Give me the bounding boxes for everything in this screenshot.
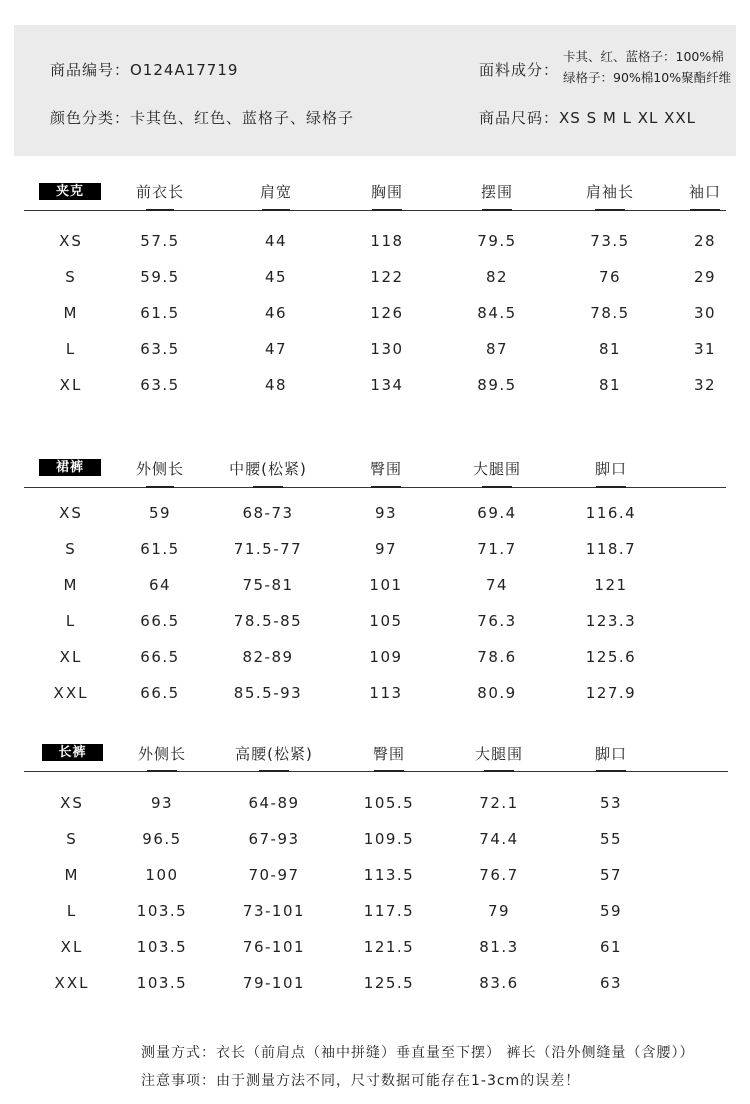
skirt-table-cell: 105: [369, 612, 403, 630]
measurement-method-note: 测量方式：衣长（前肩点（袖中拼缝）垂直量至下摆） 裤长（沿外侧缝量（含腰））: [141, 1045, 695, 1061]
jacket-table-cell: 82: [485, 268, 509, 286]
jacket-table-cell: 44: [264, 232, 288, 250]
jacket-table-cell: 126: [370, 304, 404, 322]
skirt-row-size: L: [65, 612, 77, 630]
jacket-table-cell: 28: [693, 232, 717, 250]
pants-table-cell: 103.5: [136, 938, 188, 956]
jacket-table-cell: 32: [693, 376, 717, 394]
skirt-table-cell: 101: [369, 576, 403, 594]
skirt-table-cell: 118.7: [585, 540, 637, 558]
skirt-table-cell: 109: [369, 648, 403, 666]
pants-table-cell: 59: [599, 902, 623, 920]
color-options: 颜色分类：卡其色、红色、蓝格子、绿格子: [50, 109, 355, 127]
jacket-header-tick: [482, 209, 512, 211]
jacket-table-cell: 73.5: [590, 232, 630, 250]
jacket-table-cell: 89.5: [477, 376, 517, 394]
jacket-table-cell: 76: [598, 268, 622, 286]
pants-row-size: L: [66, 902, 78, 920]
pants-header-tick: [596, 770, 626, 772]
skirt-row-size: XS: [59, 504, 83, 522]
product-info-panel: [14, 25, 736, 156]
pants-column-header: 高腰(松紧): [235, 745, 313, 763]
jacket-column-header: 袖口: [688, 183, 722, 201]
pants-header-tick: [484, 770, 514, 772]
caution-note: 注意事项：由于测量方法不同，尺寸数据可能存在1-3cm的误差！: [141, 1073, 581, 1089]
pants-table-cell: 125.5: [363, 974, 415, 992]
skirt-table-cell: 59: [148, 504, 172, 522]
pants-table-cell: 81.3: [479, 938, 519, 956]
jacket-table-cell: 48: [264, 376, 288, 394]
jacket-table-cell: 47: [264, 340, 288, 358]
skirt-table-cell: 78.5-85: [233, 612, 303, 630]
jacket-table-cell: 30: [693, 304, 717, 322]
skirt-table-cell: 71.5-77: [233, 540, 303, 558]
jacket-row-size: XS: [59, 232, 83, 250]
pants-column-header: 大腿围: [474, 745, 524, 763]
jacket-table-cell: 45: [264, 268, 288, 286]
skirt-table-cell: 123.3: [585, 612, 637, 630]
skirt-table-cell: 64: [148, 576, 172, 594]
skirt-header-tick: [253, 486, 283, 488]
jacket-table-cell: 59.5: [140, 268, 180, 286]
jacket-column-header: 肩袖长: [585, 183, 635, 201]
jacket-section-title: 夹克: [39, 183, 101, 200]
skirt-table-cell: 75-81: [242, 576, 294, 594]
pants-table-cell: 109.5: [363, 830, 415, 848]
pants-table-cell: 72.1: [479, 794, 519, 812]
skirt-column-header: 脚口: [594, 460, 628, 478]
jacket-header-tick: [690, 209, 720, 211]
jacket-table-cell: 122: [370, 268, 404, 286]
pants-table-cell: 73-101: [242, 902, 306, 920]
skirt-section-title: 裙裤: [39, 459, 101, 476]
jacket-column-header: 肩宽: [259, 183, 293, 201]
skirt-column-header: 大腿围: [472, 460, 522, 478]
skirt-table-cell: 66.5: [140, 648, 180, 666]
pants-row-size: M: [64, 866, 80, 884]
jacket-row-size: M: [63, 304, 79, 322]
skirt-column-header: 中腰(松紧): [229, 460, 307, 478]
pants-row-size: XS: [60, 794, 84, 812]
pants-column-header: 臀围: [372, 745, 406, 763]
size-options: 商品尺码：XS S M L XL XXL: [479, 109, 697, 127]
skirt-table-cell: 74: [485, 576, 509, 594]
skirt-table-cell: 82-89: [242, 648, 294, 666]
pants-table-cell: 83.6: [479, 974, 519, 992]
item-number: 商品编号：O124A17719: [50, 61, 239, 79]
skirt-row-size: M: [63, 576, 79, 594]
fabric-line-1: 卡其、红、蓝格子：100%棉: [563, 49, 724, 64]
pants-section-title: 长裤: [42, 744, 103, 761]
jacket-header-tick: [146, 209, 174, 211]
pants-table-cell: 96.5: [142, 830, 182, 848]
skirt-table-cell: 80.9: [477, 684, 517, 702]
pants-table-cell: 67-93: [248, 830, 300, 848]
jacket-header-tick: [372, 209, 402, 211]
pants-table-cell: 121.5: [363, 938, 415, 956]
jacket-table-cell: 87: [485, 340, 509, 358]
pants-table-cell: 76.7: [479, 866, 519, 884]
skirt-row-size: XL: [59, 648, 83, 666]
pants-table-cell: 103.5: [136, 902, 188, 920]
pants-column-header: 脚口: [594, 745, 628, 763]
jacket-header-tick: [595, 209, 625, 211]
pants-table-cell: 61: [599, 938, 623, 956]
skirt-table-cell: 97: [374, 540, 398, 558]
jacket-column-header: 前衣长: [135, 183, 185, 201]
skirt-table-cell: 85.5-93: [233, 684, 303, 702]
jacket-table-cell: 84.5: [477, 304, 517, 322]
pants-table-cell: 70-97: [248, 866, 300, 884]
fabric-line-2: 绿格子：90%棉10%聚酯纤维: [563, 70, 732, 85]
jacket-table-cell: 78.5: [590, 304, 630, 322]
pants-column-header: 外侧长: [137, 745, 187, 763]
skirt-header-tick: [482, 486, 512, 488]
pants-table-cell: 113.5: [363, 866, 415, 884]
pants-table-cell: 105.5: [363, 794, 415, 812]
pants-table-cell: 76-101: [242, 938, 306, 956]
jacket-table-cell: 79.5: [477, 232, 517, 250]
fabric-label: 面料成分：: [479, 61, 560, 79]
jacket-table-cell: 63.5: [140, 340, 180, 358]
jacket-table-cell: 81: [598, 376, 622, 394]
pants-table-cell: 93: [150, 794, 174, 812]
pants-header-tick: [374, 770, 404, 772]
skirt-table-cell: 93: [374, 504, 398, 522]
jacket-table-cell: 81: [598, 340, 622, 358]
jacket-table-cell: 118: [370, 232, 404, 250]
jacket-header-tick: [262, 209, 290, 211]
pants-table-cell: 103.5: [136, 974, 188, 992]
skirt-table-cell: 68-73: [242, 504, 294, 522]
pants-header-tick: [147, 770, 177, 772]
pants-row-size: XL: [60, 938, 84, 956]
skirt-column-header: 臀围: [369, 460, 403, 478]
skirt-table-cell: 66.5: [140, 684, 180, 702]
jacket-table-cell: 134: [370, 376, 404, 394]
jacket-table-cell: 63.5: [140, 376, 180, 394]
jacket-row-size: L: [65, 340, 77, 358]
jacket-column-header: 胸围: [370, 183, 404, 201]
skirt-header-tick: [146, 486, 174, 488]
jacket-table-cell: 31: [693, 340, 717, 358]
jacket-column-header: 摆围: [480, 183, 514, 201]
skirt-table-cell: 66.5: [140, 612, 180, 630]
skirt-row-size: S: [65, 540, 77, 558]
pants-table-cell: 74.4: [479, 830, 519, 848]
pants-table-cell: 57: [599, 866, 623, 884]
skirt-table-cell: 69.4: [477, 504, 517, 522]
pants-table-cell: 117.5: [363, 902, 415, 920]
pants-header-tick: [259, 770, 289, 772]
pants-row-size: XXL: [54, 974, 90, 992]
pants-table-cell: 63: [599, 974, 623, 992]
jacket-table-cell: 130: [370, 340, 404, 358]
skirt-table-cell: 127.9: [585, 684, 637, 702]
skirt-table-cell: 113: [369, 684, 403, 702]
pants-table-cell: 55: [599, 830, 623, 848]
pants-row-size: S: [66, 830, 78, 848]
skirt-table-cell: 71.7: [477, 540, 517, 558]
skirt-table-cell: 121: [594, 576, 628, 594]
jacket-table-cell: 29: [693, 268, 717, 286]
pants-table-cell: 100: [145, 866, 179, 884]
jacket-row-size: S: [65, 268, 77, 286]
skirt-table-cell: 125.6: [585, 648, 637, 666]
skirt-table-cell: 78.6: [477, 648, 517, 666]
jacket-table-cell: 57.5: [140, 232, 180, 250]
skirt-header-tick: [596, 486, 626, 488]
pants-table-cell: 64-89: [248, 794, 300, 812]
jacket-table-cell: 46: [264, 304, 288, 322]
skirt-row-size: XXL: [53, 684, 89, 702]
pants-table-cell: 79-101: [242, 974, 306, 992]
jacket-row-size: XL: [59, 376, 83, 394]
jacket-table-cell: 61.5: [140, 304, 180, 322]
skirt-table-cell: 61.5: [140, 540, 180, 558]
skirt-table-cell: 116.4: [585, 504, 637, 522]
skirt-column-header: 外侧长: [135, 460, 185, 478]
pants-table-cell: 53: [599, 794, 623, 812]
skirt-table-cell: 76.3: [477, 612, 517, 630]
skirt-header-tick: [371, 486, 401, 488]
pants-table-cell: 79: [487, 902, 511, 920]
